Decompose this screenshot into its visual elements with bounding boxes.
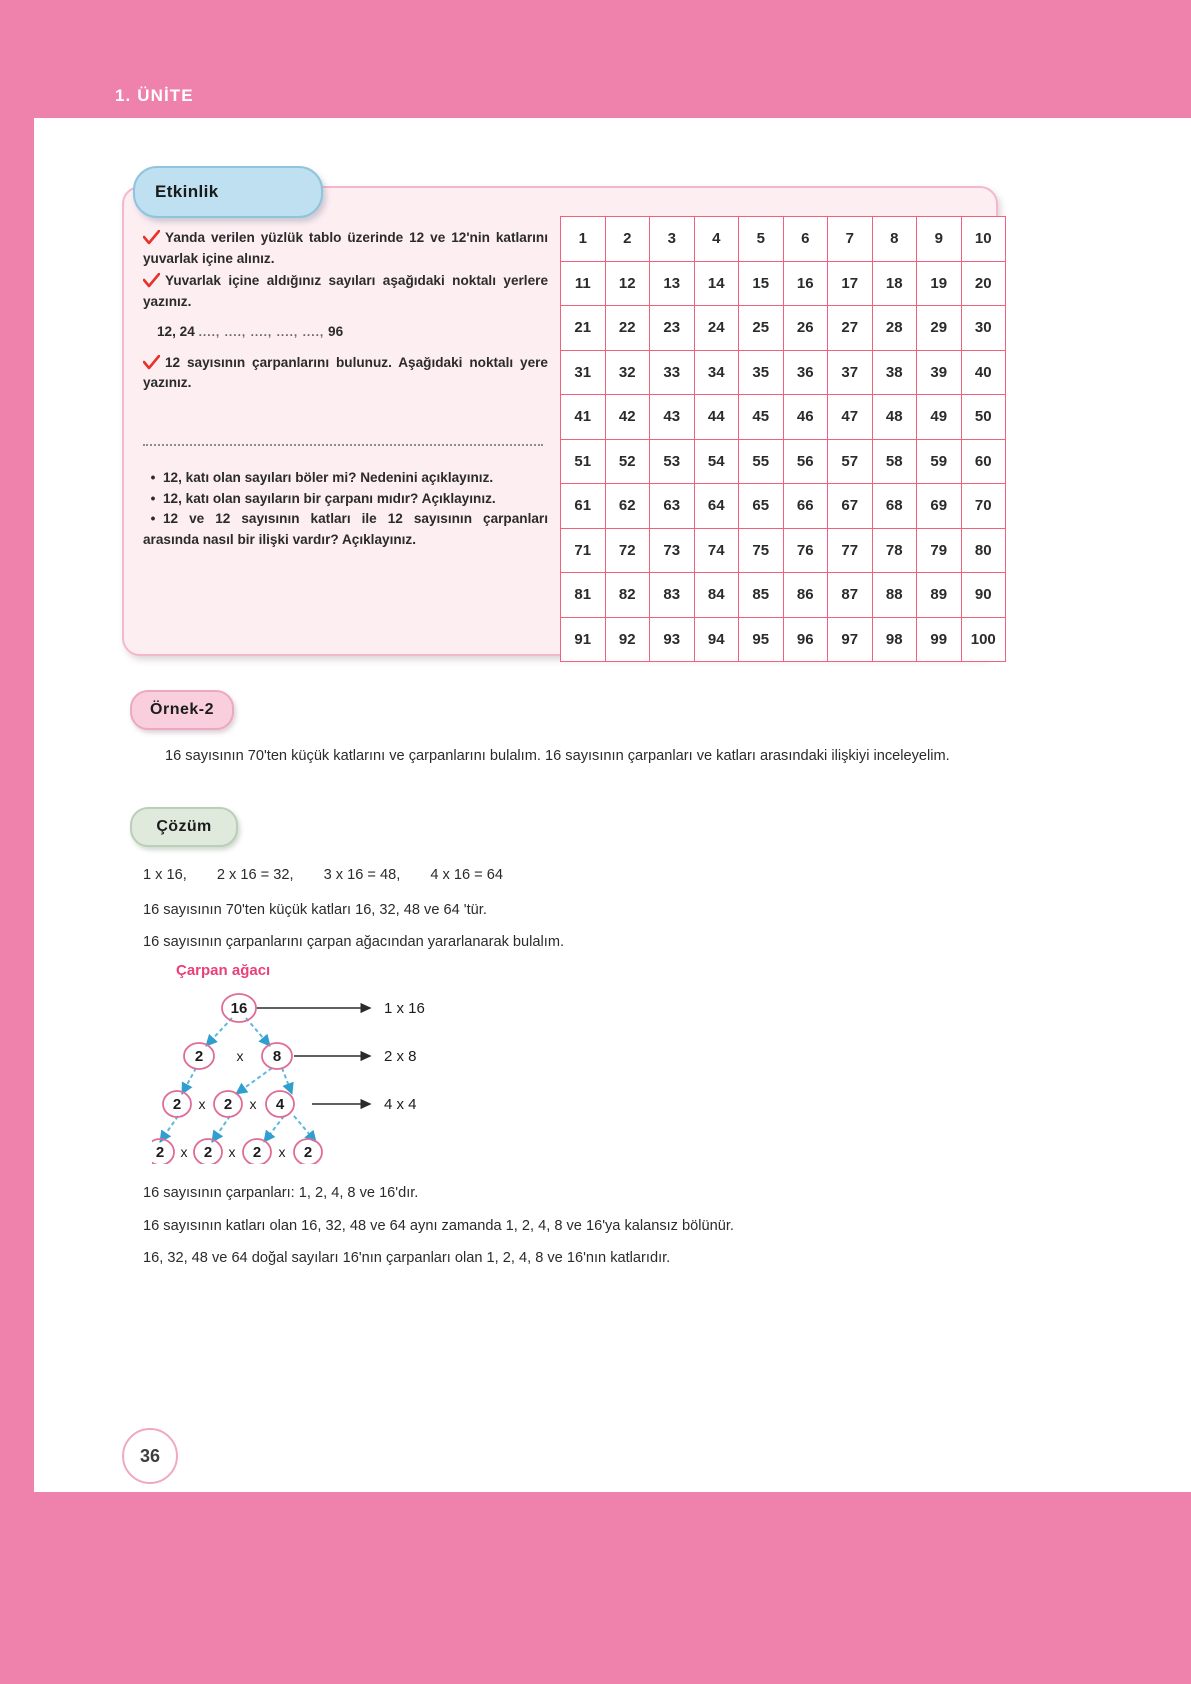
activity-item-2-text: 12 sayısının çarpanlarını bulunuz. Aşağıdaki noktalı yere yazınız. (143, 354, 548, 390)
tree-node-2: 2 (194, 1048, 204, 1065)
table-cell[interactable]: 68 (872, 484, 917, 529)
checkmark-icon (143, 355, 160, 370)
fill-in-prefix: 12, 24 (157, 324, 195, 339)
table-cell[interactable]: 12 (605, 261, 650, 306)
fill-in-suffix: 96 (328, 324, 344, 339)
footer-band (0, 1492, 1191, 1684)
tree-node-2: 2 (252, 1144, 262, 1161)
table-cell[interactable]: 1 (561, 217, 606, 262)
table-cell[interactable]: 39 (917, 350, 962, 395)
table-cell[interactable]: 100 (961, 617, 1006, 662)
table-cell[interactable]: 14 (694, 261, 739, 306)
table-cell[interactable]: 13 (650, 261, 695, 306)
conclusion-1: 16 sayısının katları olan 16, 32, 48 ve 64 aynı zamanda 1, 2, 4, 8 ve 16'ya kalansız bölünür. (143, 1218, 734, 1234)
table-cell[interactable]: 29 (917, 306, 962, 351)
table-cell[interactable]: 93 (650, 617, 695, 662)
table-cell[interactable]: 7 (828, 217, 873, 262)
conclusion-0: 16 sayısının çarpanları: 1, 2, 4, 8 ve 16'dır. (143, 1185, 419, 1201)
table-cell[interactable]: 63 (650, 484, 695, 529)
table-cell[interactable]: 27 (828, 306, 873, 351)
table-cell[interactable]: 11 (561, 261, 606, 306)
table-cell[interactable]: 71 (561, 528, 606, 573)
activity-question-2 (143, 509, 548, 550)
table-cell[interactable]: 32 (605, 350, 650, 395)
table-cell[interactable]: 75 (739, 528, 784, 573)
solution-line-3: 16 sayısının çarpanlarını çarpan ağacından yararlanarak bulalım. (143, 934, 565, 950)
table-cell[interactable]: 24 (694, 306, 739, 351)
bullet-dot-icon: • (150, 490, 156, 506)
table-cell[interactable]: 57 (828, 439, 873, 484)
table-cell[interactable]: 21 (561, 306, 606, 351)
table-cell[interactable]: 64 (694, 484, 739, 529)
table-row (561, 617, 1006, 662)
answer-blank-line[interactable] (143, 443, 543, 446)
table-cell[interactable]: 45 (739, 395, 784, 440)
tree-operator: x (249, 1096, 257, 1112)
multiple-expr-2: 3 x 16 = 48, (323, 867, 401, 883)
fill-in-dots[interactable]: ...., ...., ...., ...., ...., (198, 325, 325, 339)
table-cell[interactable]: 97 (828, 617, 873, 662)
table-cell[interactable]: 52 (605, 439, 650, 484)
table-cell[interactable]: 10 (961, 217, 1006, 262)
tree-node-2: 2 (172, 1096, 182, 1113)
table-cell[interactable]: 80 (961, 528, 1006, 573)
table-cell[interactable]: 90 (961, 573, 1006, 618)
table-cell[interactable]: 81 (561, 573, 606, 618)
table-cell[interactable]: 35 (739, 350, 784, 395)
table-cell[interactable]: 94 (694, 617, 739, 662)
table-cell[interactable]: 96 (783, 617, 828, 662)
checkmark-icon (143, 230, 160, 245)
activity-tab (133, 166, 323, 218)
table-cell[interactable]: 17 (828, 261, 873, 306)
table-cell[interactable]: 49 (917, 395, 962, 440)
table-cell[interactable]: 60 (961, 439, 1006, 484)
tree-operator: x (228, 1144, 236, 1160)
factor-tree-title: Çarpan ağacı (176, 962, 271, 979)
activity-question-1 (143, 489, 548, 510)
multiple-expr-3: 4 x 16 = 64 (430, 867, 503, 883)
tree-node-2: 2 (223, 1096, 233, 1113)
table-cell[interactable]: 59 (917, 439, 962, 484)
table-row (561, 306, 1006, 351)
table-cell[interactable]: 58 (872, 439, 917, 484)
table-cell[interactable]: 5 (739, 217, 784, 262)
table-cell[interactable]: 30 (961, 306, 1006, 351)
activity-question-0-text: 12, katı olan sayıları böler mi? Nedenini açıklayınız. (163, 470, 494, 485)
solution-line-2: 16 sayısının 70'ten küçük katları 16, 32, 48 ve 64 'tür. (143, 902, 487, 918)
table-cell[interactable]: 44 (694, 395, 739, 440)
table-row (561, 261, 1006, 306)
table-cell[interactable]: 15 (739, 261, 784, 306)
table-cell[interactable]: 9 (917, 217, 962, 262)
tree-result-0: 1 x 16 (384, 1000, 425, 1017)
table-cell[interactable]: 78 (872, 528, 917, 573)
table-cell[interactable]: 22 (605, 306, 650, 351)
table-cell[interactable]: 70 (961, 484, 1006, 529)
table-row (561, 439, 1006, 484)
table-cell[interactable]: 3 (650, 217, 695, 262)
table-cell[interactable]: 47 (828, 395, 873, 440)
factor-tree-graphic (152, 984, 622, 1164)
table-cell[interactable]: 76 (783, 528, 828, 573)
table-cell[interactable]: 37 (828, 350, 873, 395)
table-cell[interactable]: 88 (872, 573, 917, 618)
table-cell[interactable]: 66 (783, 484, 828, 529)
checkmark-icon (143, 273, 160, 288)
table-cell[interactable]: 31 (561, 350, 606, 395)
example-body: 16 sayısının 70'ten küçük katlarını ve çarpanlarını bulalım. 16 sayısının çarpanları ve katları arasındaki ilişkiyi inceleyelim. (165, 748, 950, 764)
solution-badge-label: Çözüm (156, 818, 212, 835)
table-cell[interactable]: 25 (739, 306, 784, 351)
solution-badge (130, 807, 238, 847)
table-cell[interactable]: 33 (650, 350, 695, 395)
example-badge-label: Örnek-2 (150, 701, 214, 718)
table-cell[interactable]: 95 (739, 617, 784, 662)
bullet-dot-icon: • (150, 470, 156, 485)
table-cell[interactable]: 20 (961, 261, 1006, 306)
tree-node-2: 2 (155, 1144, 165, 1161)
bullet-dot-icon: • (150, 511, 156, 526)
activity-questions (143, 468, 548, 550)
table-cell[interactable]: 86 (783, 573, 828, 618)
table-cell[interactable]: 89 (917, 573, 962, 618)
table-cell[interactable]: 69 (917, 484, 962, 529)
table-cell[interactable]: 77 (828, 528, 873, 573)
page-number: 36 (122, 1428, 178, 1484)
example-badge (130, 690, 234, 730)
activity-item-1 (143, 271, 548, 312)
table-cell[interactable]: 23 (650, 306, 695, 351)
activity-item-2 (143, 353, 548, 394)
table-cell[interactable]: 56 (783, 439, 828, 484)
activity-instructions (143, 228, 548, 396)
table-cell[interactable]: 98 (872, 617, 917, 662)
table-cell[interactable]: 38 (872, 350, 917, 395)
table-cell[interactable]: 67 (828, 484, 873, 529)
tree-result-2: 4 x 4 (384, 1096, 417, 1113)
multiple-expr-0: 1 x 16, (143, 867, 187, 883)
table-cell[interactable]: 61 (561, 484, 606, 529)
table-cell[interactable]: 83 (650, 573, 695, 618)
activity-question-1-text: 12, katı olan sayıların bir çarpanı mıdır? Açıklayınız. (163, 490, 496, 506)
table-cell[interactable]: 84 (694, 573, 739, 618)
table-cell[interactable]: 26 (783, 306, 828, 351)
activity-fill-in-row (143, 322, 548, 343)
table-cell[interactable]: 42 (605, 395, 650, 440)
table-cell[interactable]: 79 (917, 528, 962, 573)
activity-tab-label: Etkinlik (155, 182, 219, 201)
activity-item-1-text: Yuvarlak içine aldığınız sayıları aşağıdaki noktalı yerlere yazınız. (143, 273, 548, 309)
table-row (561, 350, 1006, 395)
table-cell[interactable]: 4 (694, 217, 739, 262)
table-cell[interactable]: 53 (650, 439, 695, 484)
table-cell[interactable]: 55 (739, 439, 784, 484)
table-cell[interactable]: 48 (872, 395, 917, 440)
table-row (561, 573, 1006, 618)
tree-node-4: 4 (275, 1096, 285, 1113)
table-cell[interactable]: 19 (917, 261, 962, 306)
table-cell[interactable]: 85 (739, 573, 784, 618)
table-cell[interactable]: 99 (917, 617, 962, 662)
multiple-expr-1: 2 x 16 = 32, (216, 867, 294, 883)
table-cell[interactable]: 65 (739, 484, 784, 529)
tree-node-2: 2 (303, 1144, 313, 1161)
table-cell[interactable]: 82 (605, 573, 650, 618)
table-cell[interactable]: 41 (561, 395, 606, 440)
factor-tree (152, 962, 622, 1167)
table-row (561, 395, 1006, 440)
activity-question-0 (143, 468, 548, 489)
table-row (561, 484, 1006, 529)
table-cell[interactable]: 40 (961, 350, 1006, 395)
solution-multiples-row (143, 864, 503, 886)
conclusion-2: 16, 32, 48 ve 64 doğal sayıları 16'nın çarpanları olan 1, 2, 4, 8 ve 16'nın katlarıdır. (143, 1250, 671, 1266)
table-cell[interactable]: 6 (783, 217, 828, 262)
table-cell[interactable]: 92 (605, 617, 650, 662)
tree-operator: x (278, 1144, 286, 1160)
table-cell[interactable]: 51 (561, 439, 606, 484)
table-cell[interactable]: 54 (694, 439, 739, 484)
table-cell[interactable]: 16 (783, 261, 828, 306)
tree-node-2: 2 (203, 1144, 213, 1161)
table-cell[interactable]: 43 (650, 395, 695, 440)
activity-item-0-text: Yanda verilen yüzlük tablo üzerinde 12 ve 12'nin katlarını yuvarlak içine alınız. (143, 230, 548, 266)
table-cell[interactable]: 74 (694, 528, 739, 573)
tree-result-1: 2 x 8 (384, 1048, 417, 1065)
tree-operator: x (236, 1048, 244, 1064)
activity-question-2-text: 12 ve 12 sayısının katları ile 12 sayısının çarpanları arasında nasıl bir ilişki vardır? Açıklayınız. (143, 511, 548, 547)
table-cell[interactable]: 62 (605, 484, 650, 529)
table-cell[interactable]: 18 (872, 261, 917, 306)
table-row (561, 217, 1006, 262)
table-cell[interactable]: 50 (961, 395, 1006, 440)
table-cell[interactable]: 2 (605, 217, 650, 262)
table-cell[interactable]: 87 (828, 573, 873, 618)
example-text (143, 745, 1003, 768)
table-cell[interactable]: 72 (605, 528, 650, 573)
table-cell[interactable]: 73 (650, 528, 695, 573)
table-cell[interactable]: 91 (561, 617, 606, 662)
left-edge-band (0, 0, 34, 1684)
table-cell[interactable]: 8 (872, 217, 917, 262)
hundreds-table (560, 216, 1006, 662)
tree-node-16: 16 (230, 1000, 248, 1017)
table-cell[interactable]: 36 (783, 350, 828, 395)
table-cell[interactable]: 34 (694, 350, 739, 395)
unit-label: 1. ÜNİTE (115, 86, 194, 105)
tree-node-8: 8 (272, 1048, 282, 1065)
table-cell[interactable]: 28 (872, 306, 917, 351)
activity-item-0 (143, 228, 548, 269)
tree-operator: x (198, 1096, 206, 1112)
table-row (561, 528, 1006, 573)
tree-operator: x (180, 1144, 188, 1160)
table-cell[interactable]: 46 (783, 395, 828, 440)
